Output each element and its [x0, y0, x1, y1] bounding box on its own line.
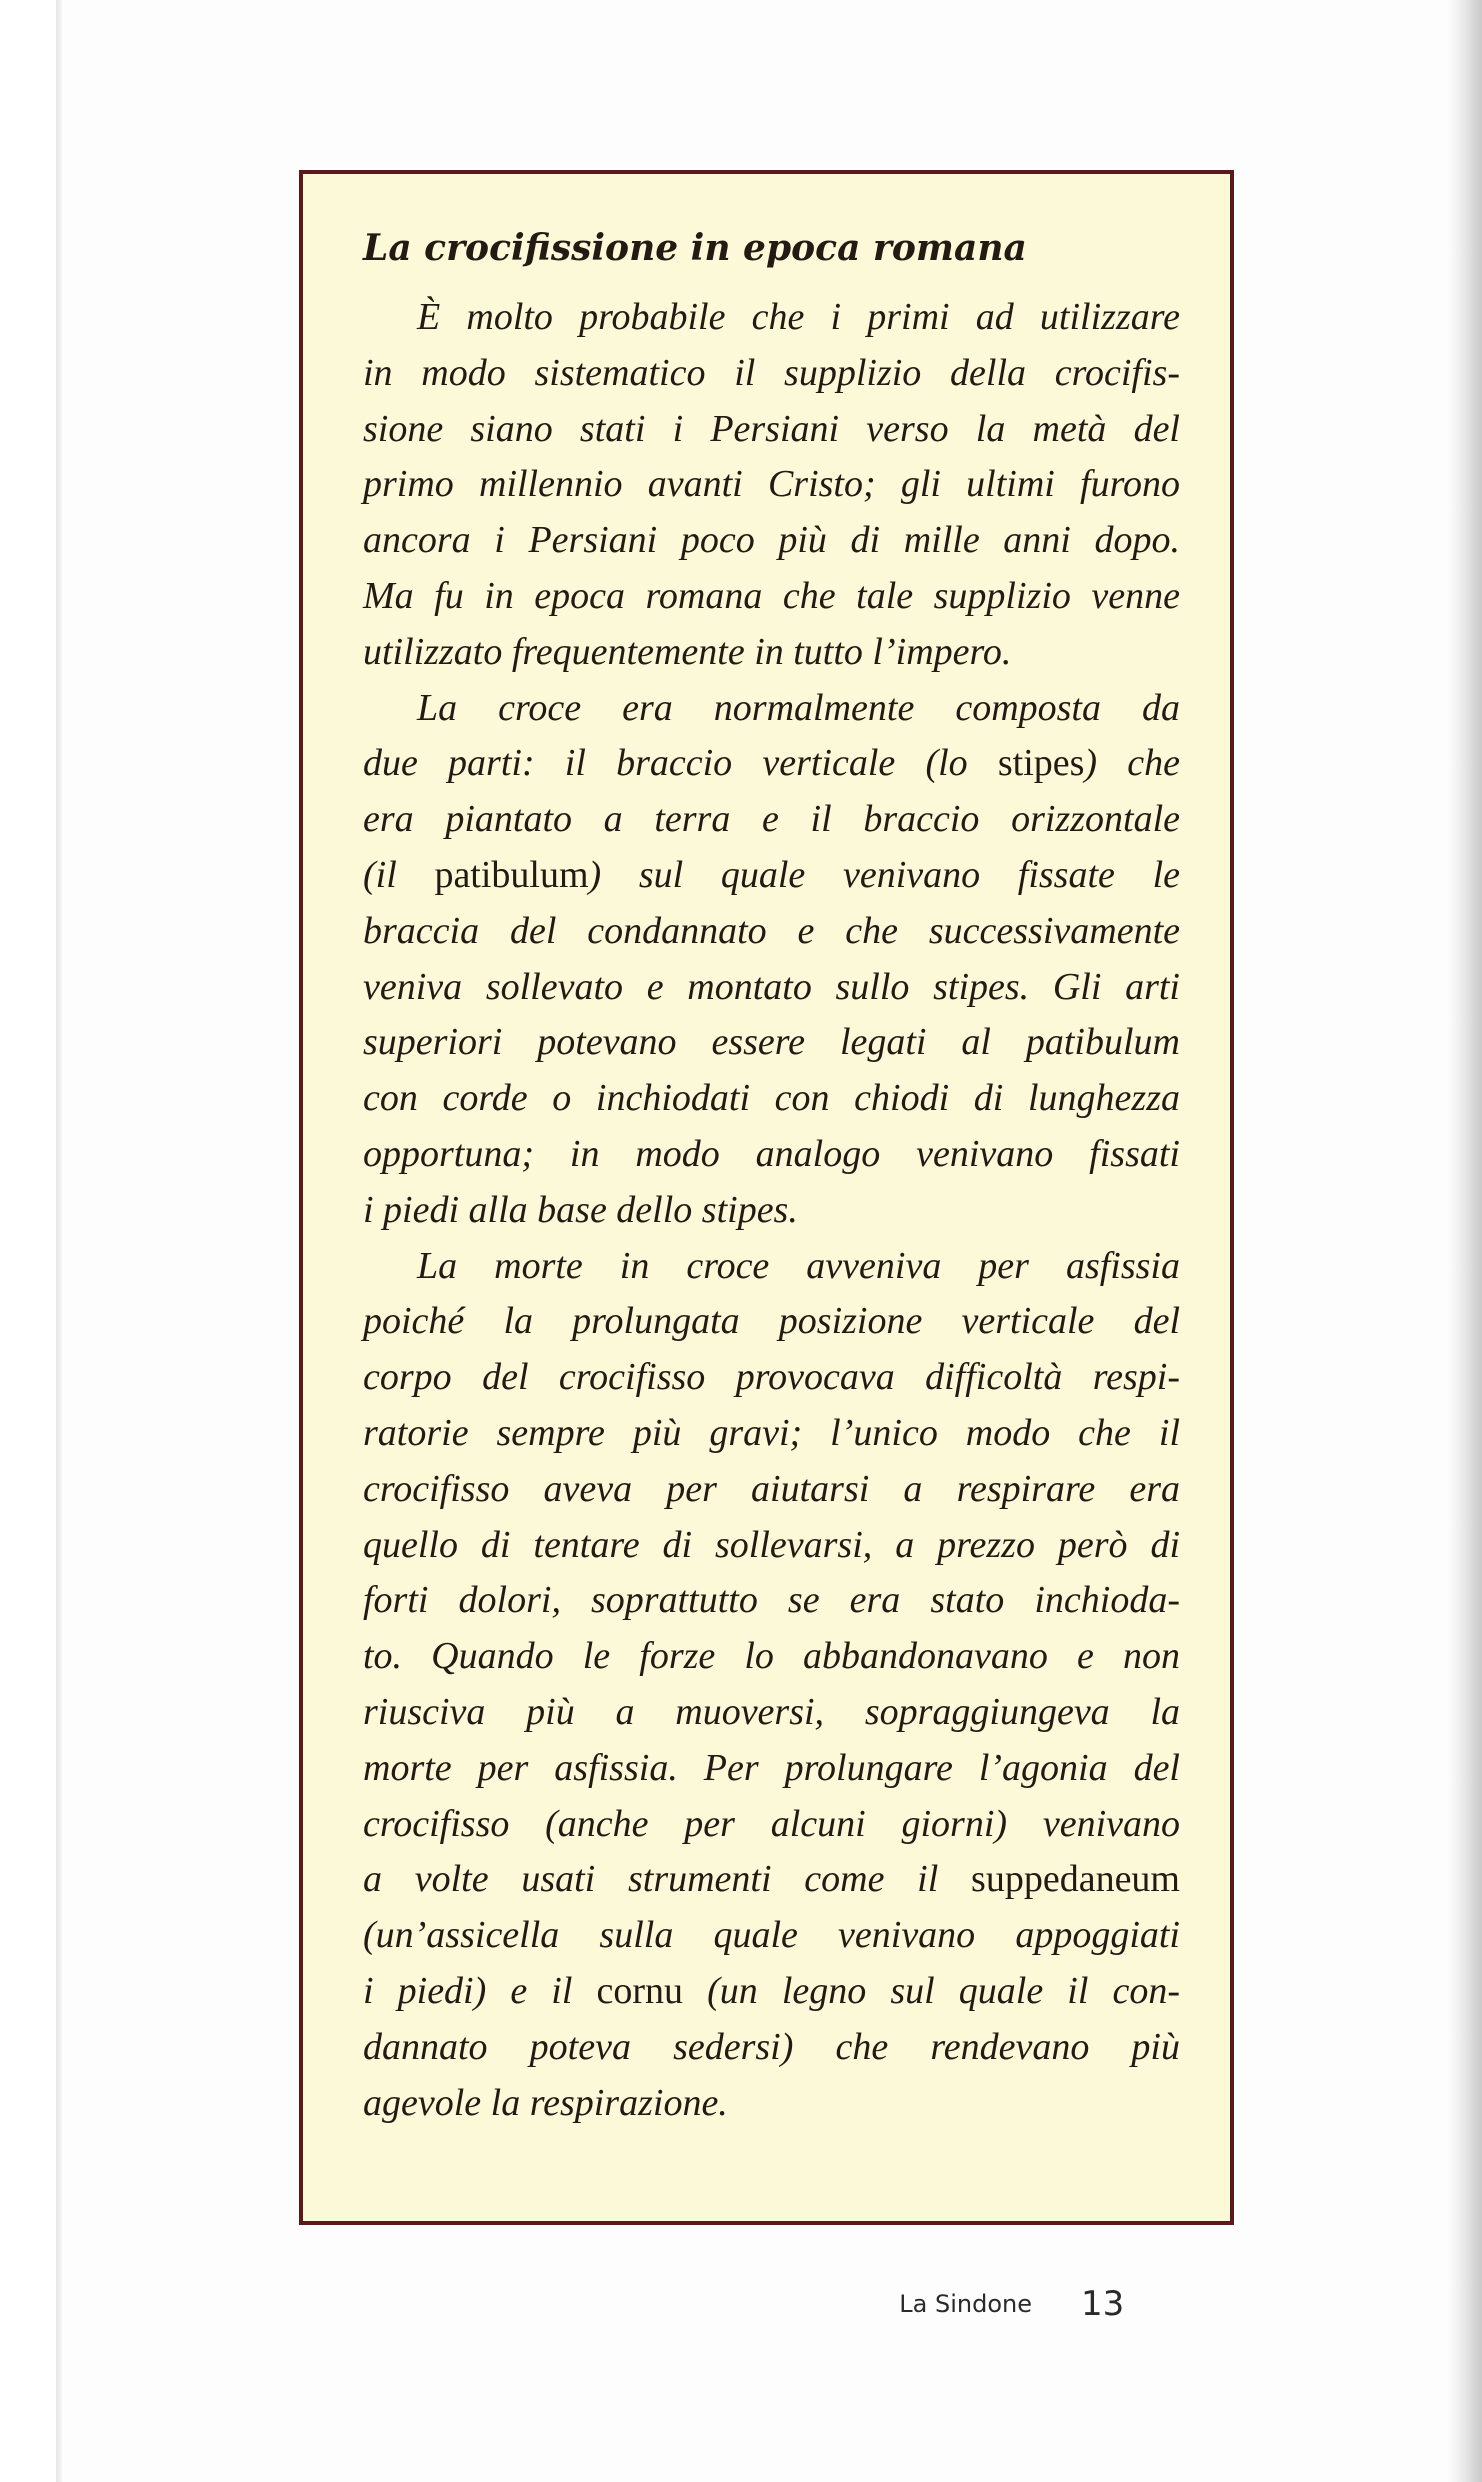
box-text-line: quello di tentare di sollevarsi, a prezzo però di	[363, 1523, 1180, 1566]
line-text: ) sul quale venivano fissate le	[588, 853, 1180, 896]
box-text-line: veniva sollevato e montato sullo stipes. Gli arti	[363, 965, 1180, 1008]
box-text-line: crocifisso aveva per aiutarsi a respirare era	[363, 1467, 1180, 1510]
box-text-line: era piantato a terra e il braccio orizzontale	[363, 798, 1180, 841]
box-text-line: (un’assicella sulla quale venivano appoggiati	[363, 1914, 1180, 1957]
box-text-line: forti dolori, soprattutto se era stato inchioda-	[363, 1579, 1180, 1622]
box-text-line: La croce era normalmente composta da	[417, 686, 1180, 729]
box-text-line: opportuna; in modo analogo venivano fissati	[363, 1132, 1180, 1175]
box-text-line	[363, 848, 1180, 904]
box-text-line: to. Quando le forze lo abbandonavano e non	[363, 1635, 1180, 1678]
line-text: (un legno sul quale il con-	[683, 1969, 1180, 2012]
box-text-line: È molto probabile che i primi ad utilizzare	[417, 296, 1180, 338]
footer-page-number: 13	[1081, 2284, 1125, 2324]
box-title: La crocifissione in epoca romana	[363, 227, 1027, 269]
box-text-line: La morte in croce avveniva per asfissia	[417, 1244, 1180, 1287]
box-text-line: agevole la respirazione.	[363, 2081, 728, 2124]
latin-term: cornu	[596, 1969, 684, 2012]
box-text-line: utilizzato frequentemente in tutto l’impero.	[363, 630, 1012, 673]
box-text-line: braccia del condannato e che successivamente	[363, 909, 1180, 952]
box-text-line: sione siano stati i Persiani verso la metà del	[363, 407, 1180, 450]
box-text-line: con corde o inchiodati con chiodi di lunghezza	[363, 1077, 1180, 1120]
box-text-line: superiori potevano essere legati al patibulum	[363, 1021, 1180, 1064]
line-text: (il	[363, 853, 435, 896]
line-text: a volte usati strumenti come il	[363, 1858, 972, 1901]
line-text: i piedi) e il	[363, 1969, 597, 2012]
box-text-line: crocifisso (anche per alcuni giorni) venivano	[363, 1802, 1180, 1845]
box-text-line	[363, 1964, 1180, 2020]
footer-book-title: La Sindone	[899, 2290, 1032, 2318]
box-text-line: dannato poteva sedersi) che rendevano più	[363, 2025, 1180, 2068]
box-text-line	[363, 1852, 1180, 1908]
page-edge-right	[1446, 0, 1482, 2482]
box-text-line: corpo del crocifisso provocava difficoltà respi-	[363, 1356, 1180, 1399]
latin-term: stipes	[997, 742, 1085, 785]
box-text-line	[363, 736, 1180, 792]
box-text-line: i piedi alla base dello stipes.	[363, 1188, 798, 1231]
line-text: ) che	[1084, 742, 1180, 785]
box-text-line: in modo sistematico il supplizio della crocifis-	[363, 351, 1180, 394]
boxed-text-panel	[299, 170, 1234, 2225]
box-body	[363, 290, 1180, 2131]
box-text-line: ancora i Persiani poco più di mille anni dopo.	[363, 519, 1180, 562]
box-text-line: poiché la prolungata posizione verticale del	[363, 1300, 1180, 1343]
line-text: due parti: il braccio verticale (lo	[363, 742, 998, 785]
box-text-line: riusciva più a muoversi, sopraggiungeva la	[363, 1690, 1180, 1733]
box-text-line: ratorie sempre più gravi; l’unico modo che il	[363, 1411, 1180, 1454]
latin-term: patibulum	[434, 853, 589, 896]
latin-term: suppedaneum	[971, 1858, 1180, 1901]
box-text-line: morte per asfissia. Per prolungare l’agonia del	[363, 1746, 1180, 1789]
box-text-line: primo millennio avanti Cristo; gli ultimi furono	[363, 463, 1180, 506]
box-text-line: Ma fu in epoca romana che tale supplizio venne	[363, 574, 1180, 617]
